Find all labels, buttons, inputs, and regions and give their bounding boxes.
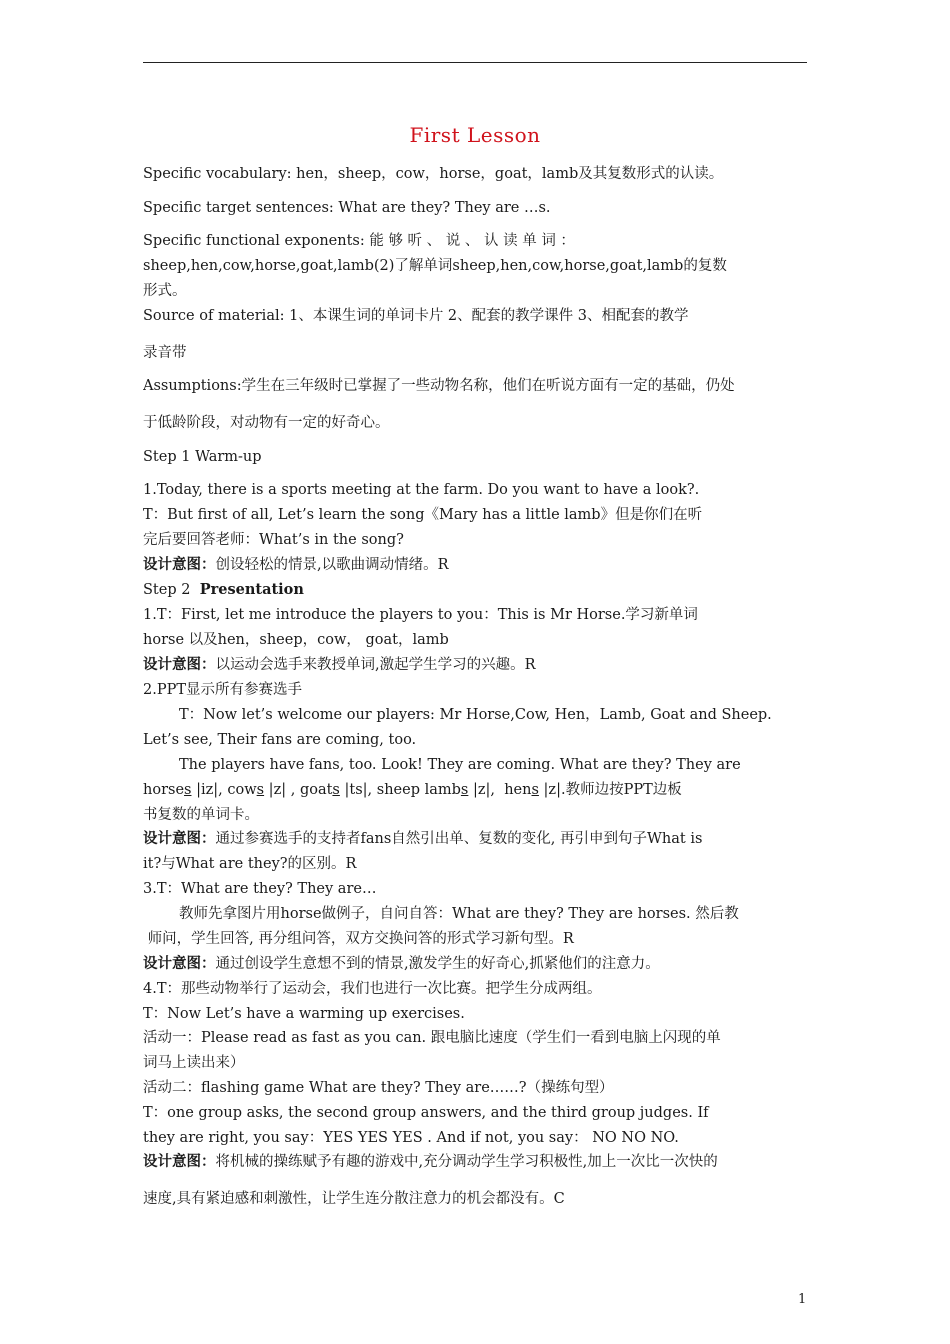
design-intent-5 bbox=[143, 1152, 807, 1172]
phonetic-z: |z| , bbox=[264, 782, 300, 798]
competition-line: 4.T：那些动物举行了运动会，我们也进行一次比赛。把学生分成两组。 bbox=[143, 981, 602, 997]
presentation-line-1: 1.T：First, let me introduce the players to you：This is Mr Horse.学习新单词 bbox=[143, 607, 698, 623]
vocabulary-line: Specific vocabulary: hen，sheep，cow，horse，goat，lamb及其复数形式的认读。 bbox=[143, 166, 724, 182]
phonetic-ts: |ts|, bbox=[339, 782, 377, 798]
question-line: 3.T：What are they? They are… bbox=[143, 881, 377, 897]
example-line-1: 教师先拿图片用horse做例子，自问自答：What are they? They are horses. 然后教 bbox=[179, 906, 739, 922]
design-intent-text: 通过创设学生意想不到的情景,激发学生的好奇心,抓紧他们的注意力。 bbox=[215, 956, 660, 972]
plural-suffix: s bbox=[460, 782, 469, 798]
source-material-line: Source of material: 1、本课生词的单词卡片 2、配套的教学课件 3、相配套的教学 bbox=[143, 308, 689, 324]
design-intent-label: 设计意图： bbox=[143, 656, 216, 673]
functional-exponents-line-3: 形式。 bbox=[143, 283, 187, 299]
functional-exponents-line-2: sheep,hen,cow,horse,goat,lamb(2)了解单词sheep,hen,cow,horse,goat,lamb的复数 bbox=[143, 258, 727, 274]
source-material-line-2: 录音带 bbox=[143, 345, 187, 361]
warmup-line-2: T：But first of all, Let’s learn the song《Mary has a little lamb》但是你们在听 bbox=[143, 507, 703, 523]
word-sheep-lamb: sheep lamb bbox=[376, 782, 461, 798]
design-intent-1 bbox=[143, 555, 807, 575]
phonetic-z: |z|, bbox=[468, 782, 505, 798]
presentation-label: Presentation bbox=[199, 581, 304, 598]
design-intent-text: 创设轻松的情景,以歌曲调动情绪。R bbox=[215, 557, 449, 573]
plurals-line bbox=[143, 780, 807, 800]
word-hen: hen bbox=[504, 782, 532, 798]
design-intent-label: 设计意图： bbox=[143, 830, 216, 847]
activity-1-line-2: 词马上读出来） bbox=[143, 1055, 245, 1071]
design-intent-label: 设计意图： bbox=[143, 955, 216, 972]
welcome-line-1: T：Now let’s welcome our players: Mr Horse,Cow, Hen，Lamb, Goat and Sheep. bbox=[179, 707, 772, 723]
phonetic-iz: |iz|, bbox=[191, 782, 228, 798]
word-horse: horse bbox=[143, 782, 185, 798]
step2-label: Step 2 bbox=[143, 582, 200, 598]
judging-line-1: T：one group asks, the second group answers, and the third group judges. If bbox=[143, 1105, 709, 1121]
plural-suffix: s bbox=[332, 782, 340, 798]
design-intent-3-cont: it?与What are they?的区别。R bbox=[143, 856, 357, 872]
warming-up-line: T：Now Let’s have a warming up exercises. bbox=[143, 1006, 465, 1022]
design-intent-text: 通过参赛选手的支持者fans自然引出单、复数的变化, 再引申到句子What is bbox=[215, 831, 703, 847]
example-line-2: 师问，学生回答, 再分组问答，双方交换问答的形式学习新句型。R bbox=[143, 931, 574, 947]
header-rule bbox=[143, 62, 807, 63]
plural-suffix: s bbox=[531, 782, 539, 798]
step2-heading bbox=[143, 580, 807, 600]
welcome-line-2: Let’s see, Their fans are coming, too. bbox=[143, 732, 417, 748]
word-cow: cow bbox=[227, 782, 257, 798]
plural-suffix: s bbox=[184, 782, 192, 798]
lesson-title: First Lesson bbox=[409, 123, 541, 147]
warmup-line-3: 完后要回答老师：What’s in the song? bbox=[143, 532, 404, 548]
phonetic-z: |z|.教师边按PPT边板 bbox=[538, 782, 682, 798]
warmup-line-1: 1.Today, there is a sports meeting at the farm. Do you want to have a look?. bbox=[143, 482, 700, 498]
ppt-line: 2.PPT显示所有参赛选手 bbox=[143, 682, 303, 698]
activity-1-line: 活动一：Please read as fast as you can. 跟电脑比速度（学生们一看到电脑上闪现的单 bbox=[143, 1030, 721, 1046]
fans-line-1: The players have fans, too. Look! They are coming. What are they? They are bbox=[179, 757, 741, 773]
presentation-line-2: horse 以及hen，sheep，cow， goat，lamb bbox=[143, 632, 449, 648]
design-intent-3 bbox=[143, 829, 807, 849]
target-sentences-line: Specific target sentences: What are they? They are …s. bbox=[143, 200, 551, 216]
design-intent-text: 将机械的操练赋予有趣的游戏中,充分调动学生学习积极性,加上一次比一次快的 bbox=[215, 1154, 718, 1170]
functional-exponents-line: Specific functional exponents: 能 够 听 、 说 、 认 读 单 词 ： bbox=[143, 233, 575, 249]
design-intent-4 bbox=[143, 954, 807, 974]
design-intent-label: 设计意图： bbox=[143, 556, 216, 573]
page-number: 1 bbox=[798, 1292, 807, 1307]
design-intent-5-cont: 速度,具有紧迫感和刺激性，让学生连分散注意力的机会都没有。C bbox=[143, 1191, 565, 1207]
activity-2-line: 活动二：flashing game What are they? They are……?（操练句型） bbox=[143, 1080, 614, 1096]
word-goat: goat bbox=[299, 782, 333, 798]
fans-line-3: 书复数的单词卡。 bbox=[143, 807, 259, 823]
assumptions-line-2: 于低龄阶段，对动物有一定的好奇心。 bbox=[143, 415, 390, 431]
design-intent-label: 设计意图： bbox=[143, 1153, 216, 1170]
design-intent-2 bbox=[143, 655, 807, 675]
plural-suffix: s bbox=[256, 782, 265, 798]
design-intent-text: 以运动会选手来教授单词,激起学生学习的兴趣。R bbox=[215, 657, 536, 673]
step1-heading: Step 1 Warm-up bbox=[143, 449, 262, 465]
assumptions-line: Assumptions:学生在三年级时已掌握了一些动物名称，他们在听说方面有一定的基础，仍处 bbox=[143, 378, 735, 394]
judging-line-2: they are right, you say：YES YES YES . And if not, you say： NO NO NO. bbox=[143, 1130, 679, 1146]
